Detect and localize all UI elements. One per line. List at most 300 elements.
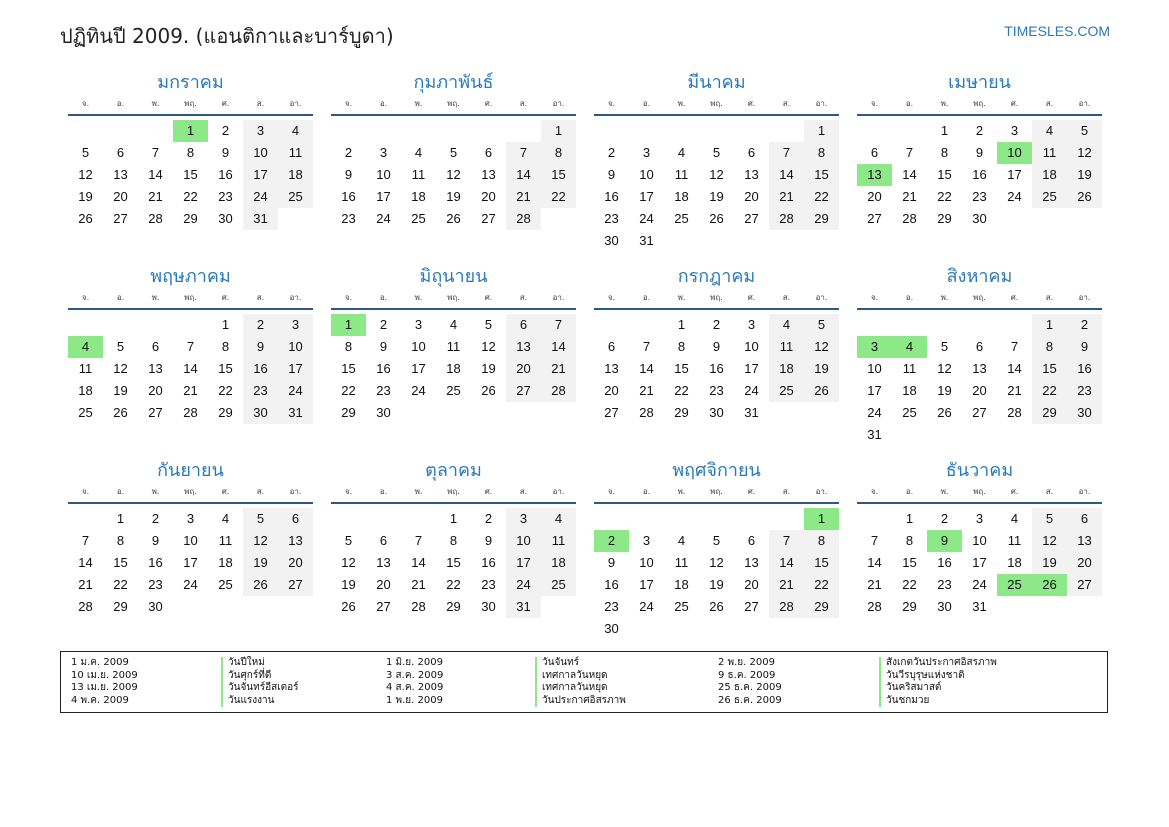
- legend-holiday: วันแรงงาน: [221, 695, 299, 708]
- weekday-label: ศ.: [221, 99, 230, 108]
- month-name: พฤษภาคม: [150, 266, 231, 287]
- empty-cell: [471, 120, 506, 142]
- day-cell: 4: [278, 120, 313, 142]
- day-cell: 27: [744, 599, 759, 614]
- day-cell: 15: [113, 555, 128, 570]
- day-cell: 29: [113, 599, 128, 614]
- day-cell: 18: [446, 361, 461, 376]
- weekday-label: พ.: [151, 293, 160, 302]
- legend-holiday: วันวีรบุรุษแห่งชาติ: [879, 670, 997, 683]
- day-cell: 3: [747, 317, 756, 332]
- empty-cell: [594, 314, 629, 336]
- day-cell: 31: [744, 405, 759, 420]
- holiday-day-cell: 26: [1032, 574, 1067, 596]
- empty-cell: [857, 314, 892, 336]
- weekday-label: ศ.: [484, 487, 493, 496]
- month-name: เมษายน: [948, 72, 1011, 93]
- day-cell: 27: [481, 211, 496, 226]
- weekday-label: พ.: [151, 487, 160, 496]
- day-cell: 24: [183, 577, 198, 592]
- day-cell: 12: [709, 555, 724, 570]
- day-cell: 3: [1010, 123, 1019, 138]
- day-cell: 24: [243, 186, 278, 208]
- weekday-label: ศ.: [747, 99, 756, 108]
- legend-holiday: วันคริสมาสต์: [879, 682, 997, 695]
- day-cell: 10: [376, 167, 391, 182]
- day-cell: 6: [747, 533, 756, 548]
- legend-holiday: วันจันทร์: [535, 657, 626, 670]
- weekday-label: ศ.: [484, 293, 493, 302]
- weekday-label: ศ.: [747, 293, 756, 302]
- day-cell: 12: [446, 167, 461, 182]
- day-cell: 28: [902, 211, 917, 226]
- empty-cell: [629, 314, 664, 336]
- day-cell: 26: [937, 405, 952, 420]
- month-block: [331, 458, 576, 652]
- day-cell: 23: [937, 577, 952, 592]
- day-cell: 25: [541, 574, 576, 596]
- weekday-label: จ.: [81, 487, 90, 496]
- day-cell: 11: [1007, 533, 1022, 548]
- empty-cell: [594, 120, 629, 142]
- day-cell: 16: [604, 189, 619, 204]
- day-cell: 29: [218, 405, 233, 420]
- day-cell: 28: [867, 599, 882, 614]
- legend-holiday: วันปีใหม่: [221, 657, 299, 670]
- day-cell: 27: [1067, 574, 1102, 596]
- weekday-label: อา.: [552, 99, 565, 108]
- weekday-header: [857, 96, 1102, 116]
- day-cell: 31: [867, 427, 882, 442]
- day-cell: 14: [769, 164, 804, 186]
- month-block: [68, 458, 313, 652]
- weekday-label: อา.: [552, 487, 565, 496]
- day-cell: 26: [1067, 186, 1102, 208]
- day-cell: 13: [506, 336, 541, 358]
- legend-holiday: สังเกตวันประกาศอิสรภาพ: [879, 657, 997, 670]
- empty-cell: [594, 508, 629, 530]
- day-cell: 11: [902, 361, 917, 376]
- day-cell: 14: [867, 555, 882, 570]
- weekday-label: จ.: [870, 293, 879, 302]
- weekday-label: อ.: [642, 99, 651, 108]
- empty-cell: [138, 314, 173, 336]
- day-cell: 29: [1032, 402, 1067, 424]
- day-cell: 22: [113, 577, 128, 592]
- day-cell: 7: [541, 314, 576, 336]
- weekday-label: จ.: [344, 487, 353, 496]
- weekday-label: พ.: [940, 293, 949, 302]
- weekday-label: ส.: [782, 99, 791, 108]
- days-grid: [857, 508, 1102, 618]
- weekday-label: อา.: [815, 293, 828, 302]
- weekday-label: ส.: [519, 99, 528, 108]
- weekday-header: [594, 96, 839, 116]
- day-cell: 26: [446, 211, 461, 226]
- day-cell: 6: [1067, 508, 1102, 530]
- empty-cell: [892, 314, 927, 336]
- weekday-label: จ.: [870, 487, 879, 496]
- day-cell: 13: [278, 530, 313, 552]
- legend-holiday: วันประกาศอิสรภาพ: [535, 695, 626, 708]
- weekday-label: ส.: [256, 293, 265, 302]
- weekday-label: พฤ.: [447, 99, 460, 108]
- month-name: มิถุนายน: [419, 266, 488, 287]
- day-cell: 7: [642, 339, 651, 354]
- legend-date: 26 ธ.ค. 2009: [718, 694, 782, 706]
- day-cell: 17: [972, 555, 987, 570]
- day-cell: 24: [278, 380, 313, 402]
- day-cell: 9: [1067, 336, 1102, 358]
- weekday-label: ศ.: [747, 487, 756, 496]
- legend-holiday: เทศกาลวันหยุด: [535, 682, 626, 695]
- day-cell: 12: [709, 167, 724, 182]
- day-cell: 6: [747, 145, 756, 160]
- day-cell: 4: [221, 511, 230, 526]
- day-cell: 21: [148, 189, 163, 204]
- day-cell: 16: [481, 555, 496, 570]
- day-cell: 27: [604, 405, 619, 420]
- day-cell: 8: [116, 533, 125, 548]
- day-cell: 22: [804, 186, 839, 208]
- legend-date: 4 พ.ค. 2009: [71, 694, 129, 706]
- weekday-label: อ.: [905, 293, 914, 302]
- day-cell: 7: [870, 533, 879, 548]
- day-cell: 14: [769, 552, 804, 574]
- days-grid: [68, 314, 313, 424]
- weekday-label: อ.: [116, 99, 125, 108]
- day-cell: 13: [481, 167, 496, 182]
- weekday-label: พฤ.: [973, 293, 986, 302]
- day-cell: 18: [902, 383, 917, 398]
- weekday-label: อ.: [116, 487, 125, 496]
- day-cell: 2: [151, 511, 160, 526]
- month-block: [857, 70, 1102, 264]
- day-cell: 31: [243, 208, 278, 230]
- day-cell: 25: [1032, 186, 1067, 208]
- day-cell: 21: [78, 577, 93, 592]
- day-cell: 12: [341, 555, 356, 570]
- month-block: [594, 458, 839, 652]
- day-cell: 21: [1007, 383, 1022, 398]
- legend-date: 1 พ.ย. 2009: [386, 694, 443, 706]
- day-cell: 30: [218, 211, 233, 226]
- weekday-label: ศ.: [221, 487, 230, 496]
- weekday-header: [68, 290, 313, 310]
- weekday-header: [68, 96, 313, 116]
- holiday-day-cell: 10: [997, 142, 1032, 164]
- day-cell: 12: [1067, 142, 1102, 164]
- empty-cell: [68, 314, 103, 336]
- day-cell: 7: [506, 142, 541, 164]
- weekday-label: พ.: [677, 99, 686, 108]
- days-grid: [857, 120, 1102, 230]
- day-cell: 7: [769, 530, 804, 552]
- day-cell: 20: [376, 577, 391, 592]
- day-cell: 6: [278, 508, 313, 530]
- day-cell: 20: [278, 552, 313, 574]
- empty-cell: [436, 120, 471, 142]
- month-block: [331, 264, 576, 458]
- weekday-label: อา.: [815, 487, 828, 496]
- weekday-label: อ.: [642, 487, 651, 496]
- day-cell: 3: [642, 533, 651, 548]
- legend-dates-1: [71, 657, 138, 707]
- weekday-label: อ.: [905, 487, 914, 496]
- day-cell: 27: [972, 405, 987, 420]
- day-cell: 1: [1032, 314, 1067, 336]
- weekday-label: พฤ.: [184, 487, 197, 496]
- day-cell: 14: [541, 336, 576, 358]
- weekday-label: ส.: [782, 293, 791, 302]
- day-cell: 28: [769, 208, 804, 230]
- days-grid: [331, 508, 576, 618]
- days-grid: [68, 120, 313, 230]
- day-cell: 7: [186, 339, 195, 354]
- empty-cell: [857, 120, 892, 142]
- day-cell: 28: [183, 405, 198, 420]
- month-block: [594, 264, 839, 458]
- day-cell: 8: [1032, 336, 1067, 358]
- day-cell: 17: [639, 577, 654, 592]
- weekday-label: พ.: [414, 487, 423, 496]
- day-cell: 28: [541, 380, 576, 402]
- day-cell: 5: [344, 533, 353, 548]
- day-cell: 7: [414, 533, 423, 548]
- day-cell: 31: [639, 233, 654, 248]
- day-cell: 2: [344, 145, 353, 160]
- day-cell: 23: [376, 383, 391, 398]
- day-cell: 16: [218, 167, 233, 182]
- empty-cell: [401, 508, 436, 530]
- weekday-label: อ.: [379, 487, 388, 496]
- months-grid: [68, 70, 1108, 652]
- day-cell: 15: [674, 361, 689, 376]
- day-cell: 23: [218, 189, 233, 204]
- day-cell: 15: [1032, 358, 1067, 380]
- day-cell: 7: [905, 145, 914, 160]
- legend-date: 25 ธ.ค. 2009: [718, 682, 782, 693]
- day-cell: 16: [148, 555, 163, 570]
- holiday-day-cell: 13: [857, 164, 892, 186]
- day-cell: 14: [506, 164, 541, 186]
- empty-cell: [997, 314, 1032, 336]
- day-cell: 13: [744, 555, 759, 570]
- day-cell: 2: [379, 317, 388, 332]
- day-cell: 19: [1032, 552, 1067, 574]
- day-cell: 21: [639, 383, 654, 398]
- day-cell: 9: [607, 555, 616, 570]
- day-cell: 8: [905, 533, 914, 548]
- holiday-day-cell: 1: [331, 314, 366, 336]
- day-cell: 9: [712, 339, 721, 354]
- weekday-label: อ.: [116, 293, 125, 302]
- weekday-label: พ.: [940, 487, 949, 496]
- weekday-label: อ.: [642, 293, 651, 302]
- day-cell: 18: [78, 383, 93, 398]
- day-cell: 6: [116, 145, 125, 160]
- weekday-label: พฤ.: [710, 293, 723, 302]
- weekday-header: [594, 484, 839, 504]
- day-cell: 25: [278, 186, 313, 208]
- day-cell: 5: [1032, 508, 1067, 530]
- day-cell: 5: [804, 314, 839, 336]
- day-cell: 11: [769, 336, 804, 358]
- day-cell: 9: [151, 533, 160, 548]
- empty-cell: [138, 120, 173, 142]
- day-cell: 30: [376, 405, 391, 420]
- day-cell: 17: [1007, 167, 1022, 182]
- day-cell: 25: [674, 599, 689, 614]
- day-cell: 28: [411, 599, 426, 614]
- day-cell: 11: [278, 142, 313, 164]
- day-cell: 20: [506, 358, 541, 380]
- day-cell: 25: [411, 211, 426, 226]
- day-cell: 13: [1067, 530, 1102, 552]
- day-cell: 7: [151, 145, 160, 160]
- day-cell: 26: [481, 383, 496, 398]
- day-cell: 18: [278, 164, 313, 186]
- holiday-day-cell: 3: [857, 336, 892, 358]
- day-cell: 15: [218, 361, 233, 376]
- weekday-label: พฤ.: [973, 487, 986, 496]
- weekday-label: ส.: [1045, 487, 1054, 496]
- weekday-label: จ.: [607, 487, 616, 496]
- day-cell: 9: [243, 336, 278, 358]
- day-cell: 11: [218, 533, 233, 548]
- empty-cell: [734, 508, 769, 530]
- day-cell: 17: [639, 189, 654, 204]
- day-cell: 7: [769, 142, 804, 164]
- weekday-label: อา.: [1078, 99, 1091, 108]
- day-cell: 19: [709, 577, 724, 592]
- day-cell: 23: [709, 383, 724, 398]
- day-cell: 9: [975, 145, 984, 160]
- day-cell: 3: [243, 120, 278, 142]
- site-link[interactable]: TIMESLES.COM: [1004, 23, 1110, 39]
- empty-cell: [103, 120, 138, 142]
- day-cell: 8: [186, 145, 195, 160]
- day-cell: 22: [674, 383, 689, 398]
- month-name: สิงหาคม: [946, 266, 1013, 287]
- day-cell: 10: [243, 142, 278, 164]
- legend-date: 13 เม.ย. 2009: [71, 682, 138, 693]
- day-cell: 27: [113, 211, 128, 226]
- day-cell: 18: [674, 189, 689, 204]
- weekday-label: ส.: [1045, 99, 1054, 108]
- weekday-label: ส.: [256, 487, 265, 496]
- days-grid: [68, 508, 313, 618]
- day-cell: 30: [709, 405, 724, 420]
- day-cell: 8: [804, 530, 839, 552]
- days-grid: [857, 314, 1102, 446]
- day-cell: 14: [148, 167, 163, 182]
- weekday-label: พฤ.: [973, 99, 986, 108]
- day-cell: 6: [607, 339, 616, 354]
- weekday-label: อา.: [1078, 487, 1091, 496]
- weekday-label: ส.: [256, 99, 265, 108]
- weekday-label: อ.: [379, 99, 388, 108]
- day-cell: 21: [769, 186, 804, 208]
- legend-names-1: [221, 657, 299, 707]
- day-cell: 24: [376, 211, 391, 226]
- day-cell: 11: [541, 530, 576, 552]
- day-cell: 29: [446, 599, 461, 614]
- holiday-day-cell: 1: [804, 508, 839, 530]
- weekday-label: จ.: [870, 99, 879, 108]
- empty-cell: [699, 120, 734, 142]
- weekday-header: [857, 290, 1102, 310]
- day-cell: 11: [78, 361, 93, 376]
- day-cell: 9: [607, 167, 616, 182]
- day-cell: 1: [905, 511, 914, 526]
- day-cell: 19: [341, 577, 356, 592]
- day-cell: 16: [1067, 358, 1102, 380]
- day-cell: 5: [243, 508, 278, 530]
- day-cell: 27: [506, 380, 541, 402]
- day-cell: 5: [1067, 120, 1102, 142]
- day-cell: 21: [183, 383, 198, 398]
- day-cell: 23: [341, 211, 356, 226]
- day-cell: 6: [151, 339, 160, 354]
- day-cell: 12: [1032, 530, 1067, 552]
- weekday-label: ศ.: [221, 293, 230, 302]
- legend-holiday: วันจันทร์อีสเตอร์: [221, 682, 299, 695]
- day-cell: 3: [975, 511, 984, 526]
- page-title: ปฏิทินปี 2009. (แอนติกาและบาร์บูดา): [60, 24, 394, 48]
- weekday-label: จ.: [81, 293, 90, 302]
- day-cell: 16: [709, 361, 724, 376]
- day-cell: 28: [1007, 405, 1022, 420]
- empty-cell: [103, 314, 138, 336]
- day-cell: 10: [506, 530, 541, 552]
- legend-dates-3: [718, 657, 782, 707]
- day-cell: 23: [604, 211, 619, 226]
- day-cell: 14: [902, 167, 917, 182]
- day-cell: 13: [148, 361, 163, 376]
- day-cell: 29: [183, 211, 198, 226]
- day-cell: 30: [243, 402, 278, 424]
- day-cell: 30: [604, 233, 619, 248]
- day-cell: 27: [744, 211, 759, 226]
- day-cell: 2: [607, 145, 616, 160]
- empty-cell: [68, 508, 103, 530]
- day-cell: 14: [639, 361, 654, 376]
- day-cell: 8: [940, 145, 949, 160]
- day-cell: 20: [744, 577, 759, 592]
- day-cell: 5: [81, 145, 90, 160]
- month-name: กันยายน: [157, 460, 224, 481]
- day-cell: 10: [639, 167, 654, 182]
- day-cell: 15: [937, 167, 952, 182]
- day-cell: 8: [221, 339, 230, 354]
- day-cell: 12: [937, 361, 952, 376]
- day-cell: 24: [1007, 189, 1022, 204]
- day-cell: 3: [642, 145, 651, 160]
- day-cell: 26: [78, 211, 93, 226]
- day-cell: 21: [541, 358, 576, 380]
- day-cell: 17: [506, 552, 541, 574]
- day-cell: 7: [81, 533, 90, 548]
- weekday-header: [857, 484, 1102, 504]
- days-grid: [594, 314, 839, 424]
- day-cell: 5: [940, 339, 949, 354]
- day-cell: 2: [975, 123, 984, 138]
- weekday-label: อา.: [815, 99, 828, 108]
- day-cell: 18: [411, 189, 426, 204]
- day-cell: 20: [972, 383, 987, 398]
- day-cell: 1: [116, 511, 125, 526]
